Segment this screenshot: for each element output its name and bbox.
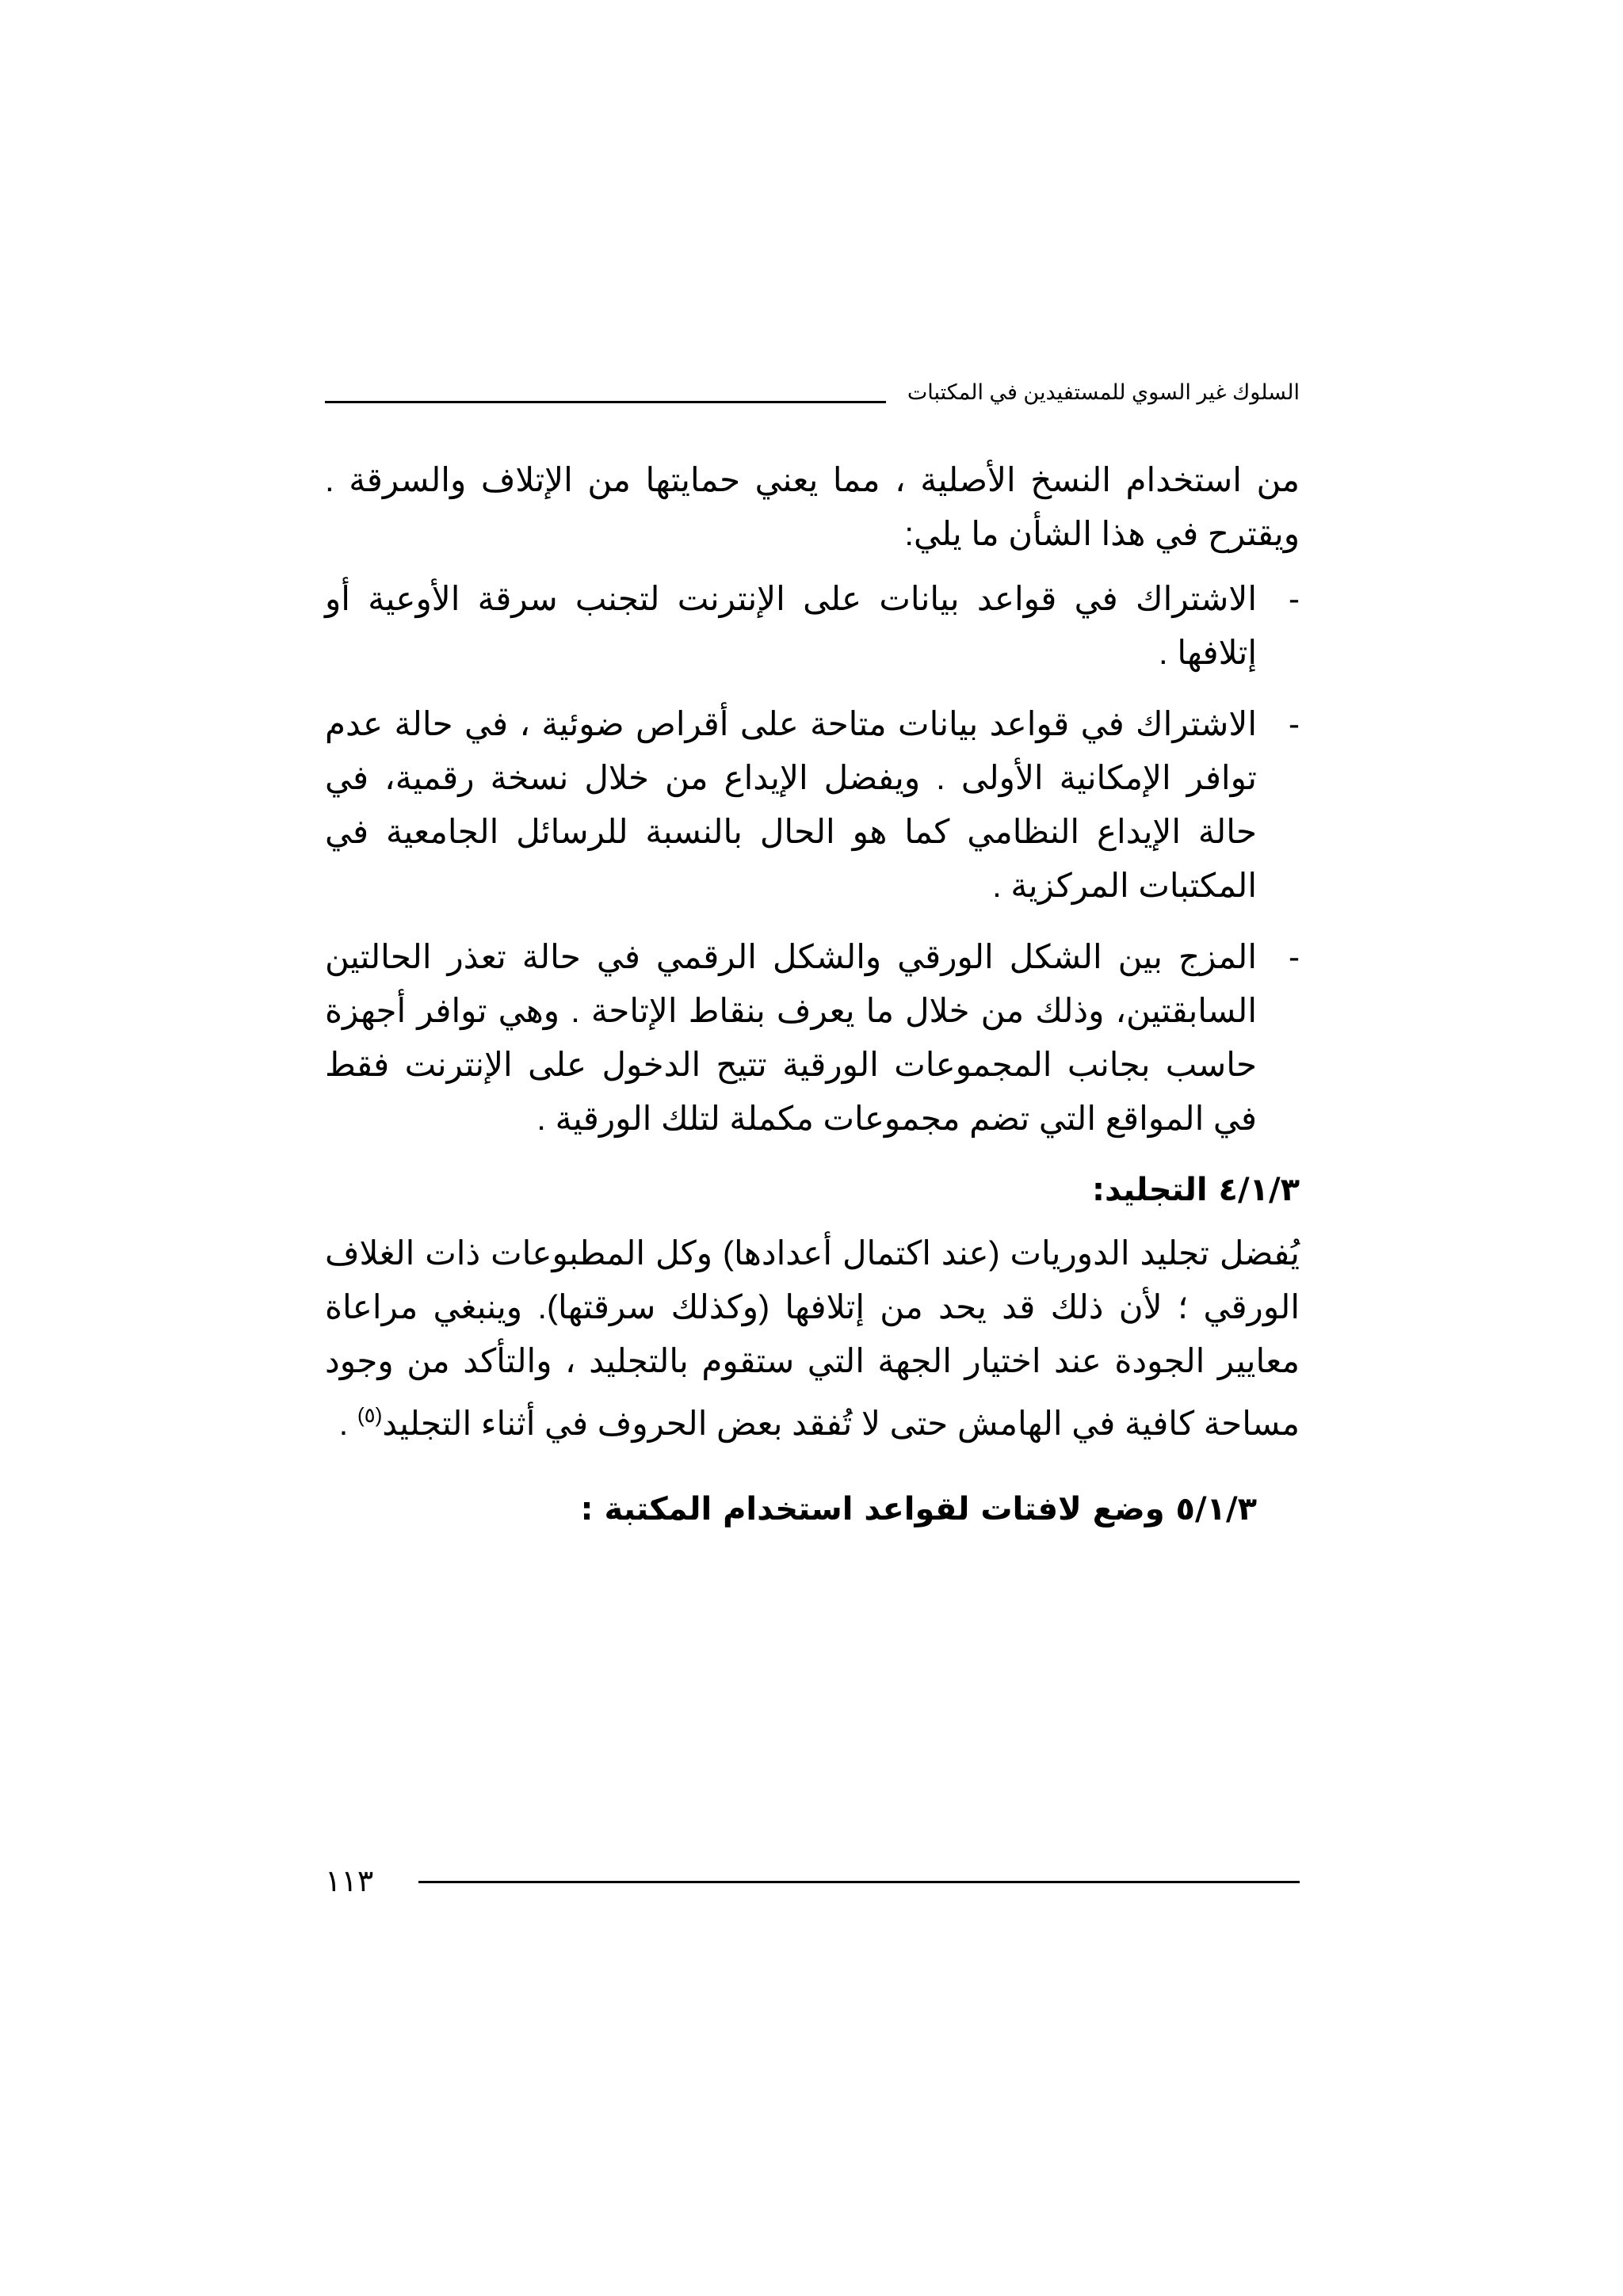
binding-paragraph-end: .	[338, 1405, 357, 1442]
binding-paragraph	[325, 1226, 1300, 1451]
bullet-item	[325, 697, 1300, 913]
bullet-dash: -	[1289, 580, 1300, 617]
footnote-reference[interactable]: (٥)	[357, 1403, 383, 1427]
bullet-dash: -	[1289, 705, 1300, 742]
section-heading-signs: ٥/١/٣ وضع لافتات لقواعد استخدام المكتبة :	[580, 1491, 1257, 1527]
header-rule	[325, 401, 886, 403]
bullet-item	[325, 572, 1300, 680]
bullet-text: الاشتراك في قواعد بيانات متاحة على أقراص ضوئية ، في حالة عدم توافر الإمكانية الأولى . ويفضل الإيداع من خلال نسخة رقمية، في حالة الإيداع النظامي كما هو الحال بالنسبة للرسائل الجامعية في المكتبات المركزية .	[325, 705, 1257, 904]
footer-rule	[418, 1881, 1300, 1883]
page-content	[325, 453, 1300, 1546]
bullet-item	[325, 930, 1300, 1146]
bullet-text: المزج بين الشكل الورقي والشكل الرقمي في حالة تعذر الحالتين السابقتين، وذلك من خلال ما يعرف بنقاط الإتاحة . وهي توافر أجهزة حاسب بجانب المجموعات الورقية تتيح الدخول على الإنترنت فقط في المواقع التي تضم مجموعات مكملة لتلك الورقية .	[325, 938, 1257, 1137]
page-footer	[325, 1862, 1300, 1901]
intro-paragraph: من استخدام النسخ الأصلية ، مما يعني حمايتها من الإتلاف والسرقة . ويقترح في هذا الشأن ما يلي:	[325, 461, 1300, 552]
section-heading-binding: ٤/١/٣ التجليد:	[1091, 1172, 1300, 1208]
page-number: ١١٣	[325, 1865, 374, 1898]
running-header-title: السلوك غير السوي للمستفيدين في المكتبات	[907, 380, 1300, 404]
bullet-text: الاشتراك في قواعد بيانات على الإنترنت لتجنب سرقة الأوعية أو إتلافها .	[325, 580, 1257, 671]
binding-paragraph-text: يُفضل تجليد الدوريات (عند اكتمال أعدادها) وكل المطبوعات ذات الغلاف الورقي ؛ لأن ذلك قد يحد من إتلافها (وكذلك سرقتها). وينبغي مراعاة معايير الجودة عند اختيار الجهة التي ستقوم بالتجليد ، والتأكد من وجود مساحة كافية في الهامش حتى لا تُفقد بعض الحروف في أثناء التجليد	[325, 1234, 1300, 1442]
running-header	[325, 378, 1300, 410]
bullet-dash: -	[1289, 938, 1300, 975]
